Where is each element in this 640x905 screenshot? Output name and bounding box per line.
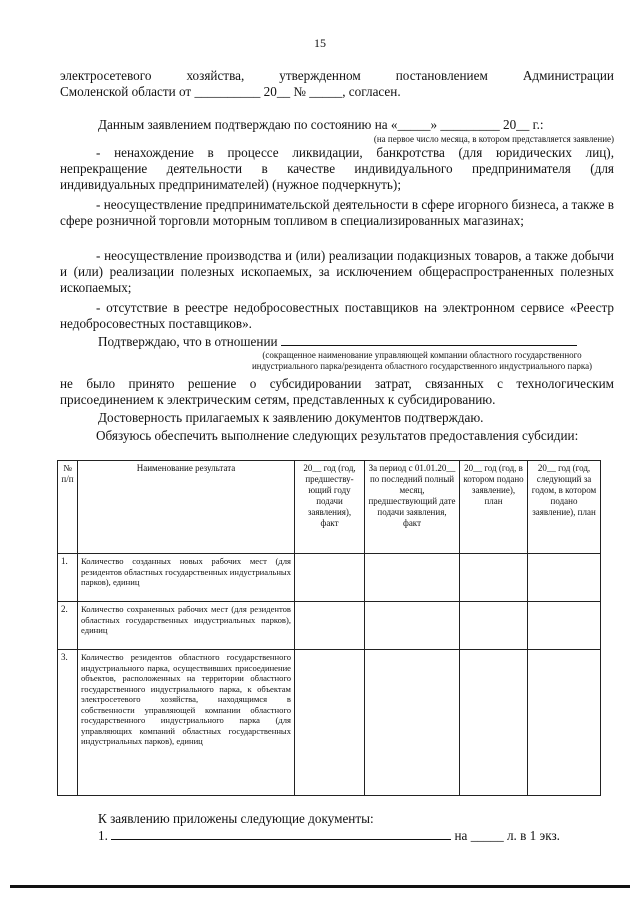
company-name-blank xyxy=(281,334,577,346)
cell-current-year[interactable] xyxy=(460,554,528,602)
attached-label: К заявлению приложены следующие документы: xyxy=(98,811,374,826)
confirm2-text: не было принято решение о субсидировании затрат, связанных с технологическим присоединением к электрическим сетям, представленных к субсидированию. xyxy=(60,376,614,407)
row-name: Количество сохраненных рабочих мест (для резидентов областных государственных индустриальных парков), единиц xyxy=(78,602,295,650)
row-name: Количество созданных новых рабочих мест (для резидентов областных государственных индустриальных парков), единиц xyxy=(78,554,295,602)
attached-item-tail: на _____ л. в 1 экз. xyxy=(454,828,560,843)
obligation: Обязуюсь обеспечить выполнение следующих результатов предоставления субсидии: xyxy=(96,428,579,443)
item-liquidation: - ненахождение в процессе ликвидации, банкротства (для юридических лиц), непрекращение деятельности в качестве индивидуального предпринимателя (для индивидуальных предпринимателей) (нужное подчеркнуть); xyxy=(60,145,614,192)
table-row xyxy=(58,650,601,796)
col-header-name: Наименование результата xyxy=(78,461,295,554)
cell-prev-year[interactable] xyxy=(295,650,365,796)
col-header-current-year-plan: 20__ год (год, в котором подано заявление), план xyxy=(460,461,528,554)
cell-period[interactable] xyxy=(365,602,460,650)
document-name-blank xyxy=(111,828,451,840)
table-header-row xyxy=(58,461,601,554)
table-row xyxy=(58,602,601,650)
cell-next-year[interactable] xyxy=(528,554,601,602)
cell-period[interactable] xyxy=(365,554,460,602)
docs-confirm: Достоверность прилагаемых к заявлению документов подтверждаю. xyxy=(98,410,484,425)
row-number: 1. xyxy=(58,554,78,602)
page-bottom-rule xyxy=(10,885,630,888)
col-header-period-fact: За период с 01.01.20__ по последний полный месяц, предшествующий дате подачи заявления, факт xyxy=(365,461,460,554)
item-registry: - отсутствие в реестре недобросовестных поставщиков на электронном сервисе «Реестр недобросовестных поставщиков». xyxy=(60,300,614,331)
table-row xyxy=(58,554,601,602)
cell-period[interactable] xyxy=(365,650,460,796)
row-name: Количество резидентов областного государственного индустриального парка, осуществивших присоединение объектов, расположенных на территории областного государственного индустриального парка, к объектам электросетевого хозяйства, находящимся в собственности управляющей компании областного государственного индустриального парка (для управляющих компаний областных государственных индустриальных парков), единиц xyxy=(78,650,295,796)
results-table xyxy=(57,460,601,796)
page-number: 15 xyxy=(314,36,326,50)
intro-line-1: электросетевого хозяйства, утвержденном постановлением Администрации xyxy=(60,68,614,83)
item-gambling: - неосуществление предпринимательской деятельности в сфере игорного бизнеса, а также в сфере розничной торговли моторным топливом в специализированных магазинах; xyxy=(60,197,614,228)
cell-next-year[interactable] xyxy=(528,650,601,796)
intro-line-2: Смоленской области от __________ 20__ № _____, согласен. xyxy=(60,84,401,99)
col-header-next-year-plan: 20__ год (год, следующий за годом, в котором подано заявление), план xyxy=(528,461,601,554)
cell-next-year[interactable] xyxy=(528,602,601,650)
cell-current-year[interactable] xyxy=(460,650,528,796)
cell-prev-year[interactable] xyxy=(295,554,365,602)
confirm2-label: Подтверждаю, что в отношении xyxy=(98,334,278,349)
col-header-prev-year-fact: 20__ год (год, предшеству-ющий году подачи заявления), факт xyxy=(295,461,365,554)
col-header-number: № п/п xyxy=(58,461,78,554)
confirm2-line xyxy=(98,334,614,350)
item-excise: - неосуществление производства и (или) реализации подакцизных товаров, а также добычи и (или) реализации полезных ископаемых, за исключением общераспространенных полезных ископаемых; xyxy=(60,248,614,295)
cell-current-year[interactable] xyxy=(460,602,528,650)
confirm-note: (на первое число месяца, в котором представляется заявление) xyxy=(373,134,614,144)
confirm-line: Данным заявлением подтверждаю по состоянию на «_____» _________ 20__ г.: xyxy=(98,117,544,132)
attached-item xyxy=(98,828,614,844)
row-number: 3. xyxy=(58,650,78,796)
attached-item-number: 1. xyxy=(98,828,108,843)
cell-prev-year[interactable] xyxy=(295,602,365,650)
row-number: 2. xyxy=(58,602,78,650)
confirm2-note: (сокращенное наименование управляющей компании областного государственного индустриального парка/резидента областного государственного индустриального парка) xyxy=(251,350,593,371)
